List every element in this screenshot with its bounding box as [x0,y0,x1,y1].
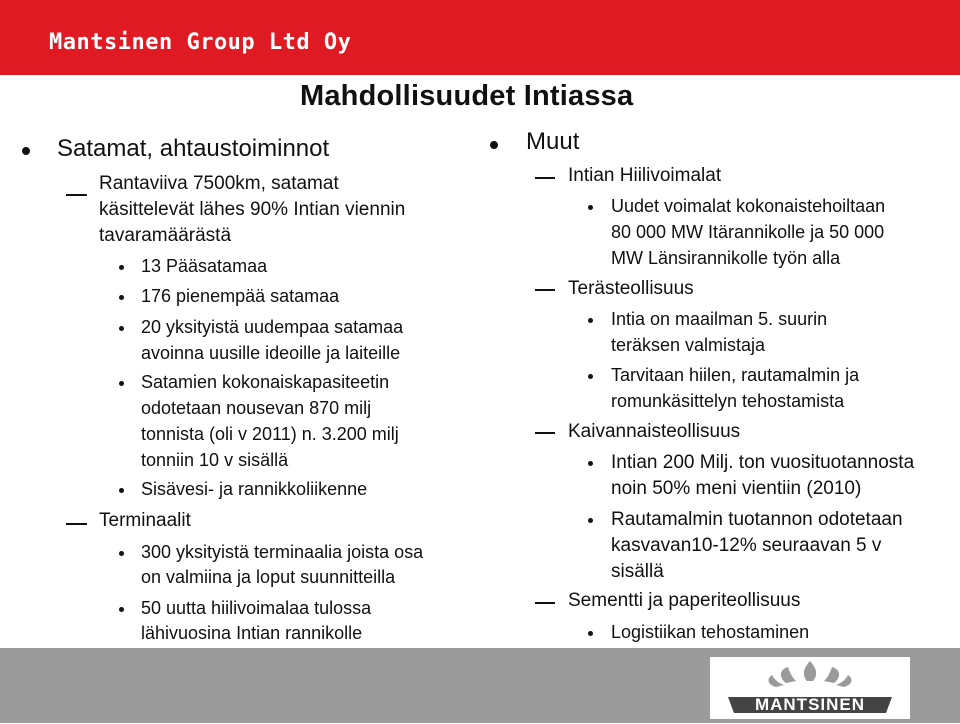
dash-marker [66,194,87,196]
dash-marker [535,602,555,604]
list-item: Tarvitaan hiilen, rautamalmin ja [611,365,860,385]
mantsinen-logo [710,657,910,719]
right-heading: Muut [526,128,580,155]
left-heading: Satamat, ahtaustoiminnot [57,135,330,162]
list-item: tonnista (oli v 2011) n. 3.200 milj [141,424,399,444]
bullet-dot [588,318,593,323]
list-item: romunkäsittelyn tehostamista [611,391,845,411]
group-label: Kaivannaisteollisuus [568,421,741,442]
list-item: noin 50% meni vientiin (2010) [611,478,862,499]
logo-text: MANTSINEN [754,695,866,714]
list-item: MW Länsirannikolle työn alla [611,248,841,268]
list-item: Intian 200 Milj. ton vuosituotannosta [611,452,915,473]
header-bar [0,0,960,75]
list-item: 176 pienempää satamaa [141,286,340,306]
group-label: Intian Hiilivoimalat [568,165,722,186]
bullet-dot [119,488,124,493]
sub1-line: Rantaviiva 7500km, satamat [99,173,339,194]
list-item: 80 000 MW Itärannikolle ja 50 000 [611,222,885,242]
slide-title: Mahdollisuudet Intiassa [300,80,634,112]
list-item: tonniin 10 v sisällä [141,450,289,470]
list-item: odotetaan nousevan 870 milj [141,398,372,418]
list-item: kasvavan10-12% seuraavan 5 v [611,535,882,556]
list-item: Uudet voimalat kokonaistehoiltaan [611,196,886,216]
list-item: Logistiikan tehostaminen [611,622,810,642]
list-item: Intia on maailman 5. suurin [611,309,828,329]
group-label: Sementti ja paperiteollisuus [568,590,801,611]
list-item: avoinna uusille ideoille ja laiteille [141,343,401,363]
bullet-dot [119,265,124,270]
bullet-dot [119,295,124,300]
sub1-line: tavaramäärästä [99,225,232,246]
dash-marker [535,289,555,291]
dash-marker [535,177,555,179]
sub1-line: käsittelevät lähes 90% Intian viennin [99,199,406,220]
bullet-dot [588,461,593,466]
group-label: Terästeollisuus [568,278,694,299]
list-item: on valmiina ja loput suunnitteilla [141,567,396,587]
bullet-dot [588,631,593,636]
list-item: sisällä [611,561,664,582]
list-item: 13 Pääsatamaa [141,256,268,276]
list-item: Satamien kokonaiskapasiteetin [141,372,390,392]
bullet-dot [119,607,124,612]
sub2-label: Terminaalit [99,510,191,531]
bullet-dot [22,147,30,155]
bullet-dot [588,205,593,210]
bullet-dot [119,326,124,331]
list-item: 300 yksityistä terminaalia joista osa [141,542,424,562]
dash-marker [535,432,555,434]
list-item: teräksen valmistaja [611,335,766,355]
list-item: Sisävesi- ja rannikkoliikenne [141,479,368,499]
list-item: lähivuosina Intian rannikolle [141,623,363,643]
bullet-dot [119,381,124,386]
logo-emblem-icon [710,657,910,719]
bullet-dot [490,141,498,149]
list-item: Rautamalmin tuotannon odotetaan [611,509,903,530]
bullet-dot [588,374,593,379]
company-name: Mantsinen Group Ltd Oy [49,30,352,55]
list-item: 20 yksityistä uudempaa satamaa [141,317,404,337]
list-item: 50 uutta hiilivoimalaa tulossa [141,598,372,618]
dash-marker [66,523,87,525]
bullet-dot [119,551,124,556]
bullet-dot [588,518,593,523]
